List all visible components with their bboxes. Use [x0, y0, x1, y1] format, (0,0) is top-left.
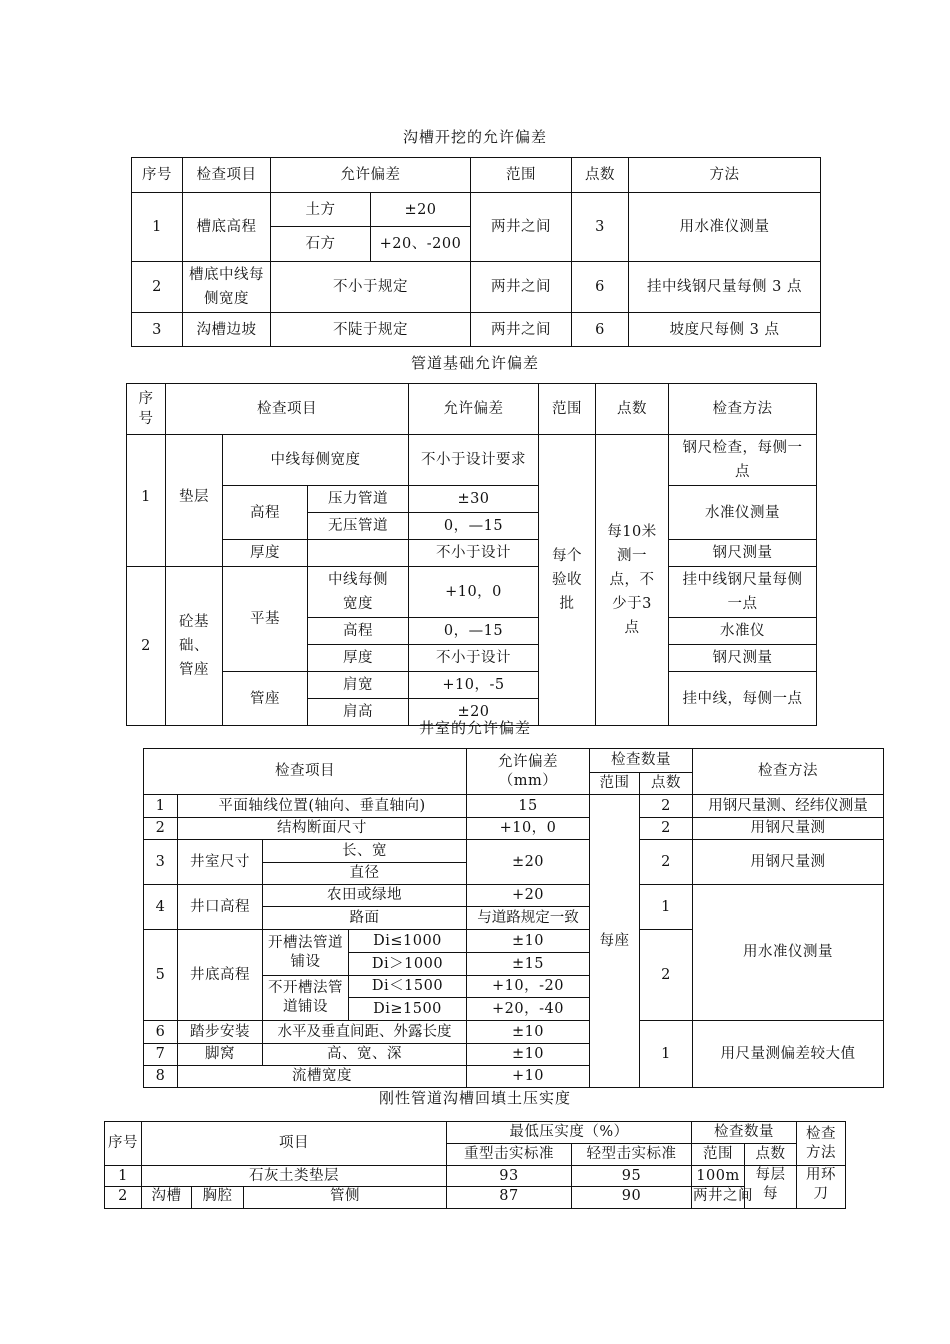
header-cell: 检查项目 [183, 158, 271, 193]
cell: 7 [144, 1044, 178, 1066]
caption-trench-excavation: 沟槽开挖的允许偏差 [402, 128, 547, 146]
cell: 石方 [271, 227, 371, 262]
cell: 6 [572, 262, 629, 313]
cell: 1 [144, 795, 178, 818]
caption-manhole: 井室的允许偏差 [418, 719, 531, 737]
cell: ±10 [467, 930, 590, 953]
cell: 不小于设计要求 [409, 435, 539, 486]
cell: 15 [467, 795, 590, 818]
cell: Di＞1000 [349, 953, 467, 976]
cell: 水准仪测量 [669, 486, 817, 540]
cell: 井底高程 [178, 930, 263, 1021]
cell: 钢尺测量 [669, 645, 817, 672]
cell: 胸腔 [192, 1187, 244, 1209]
header-cell: 轻型击实标准 [572, 1144, 692, 1166]
cell: 无压管道 [308, 513, 409, 540]
cell: 用钢尺量测 [693, 818, 884, 840]
cell: Di＜1500 [349, 976, 467, 998]
cell: 厚度 [223, 540, 308, 567]
cell: 每10米测一点，不少于3点 [596, 435, 669, 726]
cell: 井口高程 [178, 885, 263, 930]
cell: 4 [144, 885, 178, 930]
header-cell: 允许偏差（mm） [467, 749, 590, 795]
header-cell: 检查项目 [144, 749, 467, 795]
cell: 用水准仪测量 [693, 885, 884, 1021]
cell: 不开槽法管道铺设 [263, 976, 349, 1021]
cell: 管座 [223, 672, 308, 726]
cell: 90 [572, 1187, 692, 1209]
cell: 每层每 [745, 1166, 797, 1209]
cell: 3 [144, 840, 178, 885]
header-cell: 序号 [105, 1122, 142, 1166]
header-cell: 范围 [590, 773, 640, 795]
cell: 87 [447, 1187, 572, 1209]
cell: 不小于设计 [409, 645, 539, 672]
cell: 2 [127, 567, 166, 726]
cell: 用水准仪测量 [629, 193, 821, 262]
cell: 6 [572, 313, 629, 347]
cell: 不陡于规定 [271, 313, 471, 347]
cell: 2 [640, 795, 693, 818]
cell: 两井之间 [471, 193, 572, 262]
cell: ±10 [467, 1044, 590, 1066]
cell: 肩高 [308, 699, 409, 726]
cell: 槽底高程 [183, 193, 271, 262]
header-cell: 检查方法 [693, 749, 884, 795]
cell: 钢尺检查，每侧一点 [669, 435, 817, 486]
cell: 95 [572, 1166, 692, 1187]
cell: 2 [640, 840, 693, 885]
cell: 6 [144, 1021, 178, 1044]
caption-backfill-compaction: 刚性管道沟槽回填土压实度 [378, 1089, 571, 1107]
cell: 井室尺寸 [178, 840, 263, 885]
cell: +10，-20 [467, 976, 590, 998]
header-cell: 点数 [572, 158, 629, 193]
cell: 高程 [223, 486, 308, 540]
cell: 肩宽 [308, 672, 409, 699]
cell: 5 [144, 930, 178, 1021]
cell: 1 [105, 1166, 142, 1187]
cell: 1 [127, 435, 166, 567]
cell: 1 [132, 193, 183, 262]
cell: 脚窝 [178, 1044, 263, 1066]
cell: 直径 [263, 863, 467, 885]
cell: 3 [572, 193, 629, 262]
cell: 用钢尺量测 [693, 840, 884, 885]
cell: 挂中线，每侧一点 [669, 672, 817, 726]
cell: 2 [105, 1187, 142, 1209]
cell: 2 [144, 818, 178, 840]
cell: 2 [132, 262, 183, 313]
header-cell: 序号 [127, 384, 166, 435]
cell: +10，0 [467, 818, 590, 840]
cell: 路面 [263, 907, 467, 930]
header-cell: 方法 [629, 158, 821, 193]
cell: 100m [692, 1166, 745, 1187]
cell: 不小于规定 [271, 262, 471, 313]
cell: 水准仪 [669, 618, 817, 645]
cell: +20，-40 [467, 998, 590, 1021]
cell: Di≤1000 [349, 930, 467, 953]
cell: 流槽宽度 [178, 1066, 467, 1088]
cell: 农田或绿地 [263, 885, 467, 907]
cell: 槽底中线每侧宽度 [183, 262, 271, 313]
cell: 石灰土类垫层 [142, 1166, 447, 1187]
cell: 踏步安装 [178, 1021, 263, 1044]
table-trench-excavation [131, 157, 821, 347]
cell: 沟槽边坡 [183, 313, 271, 347]
cell: 管侧 [244, 1187, 447, 1209]
header-cell: 允许偏差 [409, 384, 539, 435]
cell: ±15 [467, 953, 590, 976]
cell: 高、宽、深 [263, 1044, 467, 1066]
cell: 8 [144, 1066, 178, 1088]
cell: 1 [640, 885, 693, 930]
cell: 两井之间 [471, 313, 572, 347]
cell: ±30 [409, 486, 539, 513]
cell: 93 [447, 1166, 572, 1187]
caption-pipe-foundation: 管道基础允许偏差 [410, 354, 539, 372]
cell: 3 [132, 313, 183, 347]
cell: 2 [640, 930, 693, 1021]
cell: 每座 [590, 795, 640, 1088]
header-cell: 点数 [745, 1144, 797, 1166]
header-cell: 最低压实度（%） [447, 1122, 692, 1144]
cell: 不小于设计 [409, 540, 539, 567]
cell: +10，-5 [409, 672, 539, 699]
cell: ±10 [467, 1021, 590, 1044]
cell: 两井之间 [692, 1187, 745, 1209]
header-cell: 点数 [596, 384, 669, 435]
cell: 0，—15 [409, 618, 539, 645]
table-manhole [143, 748, 884, 1088]
cell: 垫层 [166, 435, 223, 567]
cell: +10，0 [409, 567, 539, 618]
cell: 用钢尺量测、经纬仪测量 [693, 795, 884, 818]
cell: Di≥1500 [349, 998, 467, 1021]
header-cell: 检查数量 [692, 1122, 797, 1144]
cell [308, 540, 409, 567]
cell: 1 [640, 1021, 693, 1088]
cell: 挂中线钢尺量每侧一点 [669, 567, 817, 618]
cell: 土方 [271, 193, 371, 227]
cell: 沟槽 [142, 1187, 192, 1209]
header-cell: 检查项目 [166, 384, 409, 435]
header-cell: 项目 [142, 1122, 447, 1166]
cell: ±20 [467, 840, 590, 885]
header-cell: 序号 [132, 158, 183, 193]
cell: +20 [467, 885, 590, 907]
cell: 坡度尺每侧 3 点 [629, 313, 821, 347]
cell: 钢尺测量 [669, 540, 817, 567]
header-cell: 范围 [539, 384, 596, 435]
header-cell: 检查方法 [797, 1122, 846, 1166]
cell: ±20 [371, 193, 471, 227]
table-pipe-foundation [126, 383, 817, 726]
cell: 结构断面尺寸 [178, 818, 467, 840]
cell: 中线每侧宽度 [308, 567, 409, 618]
cell: 0，—15 [409, 513, 539, 540]
cell: 水平及垂直间距、外露长度 [263, 1021, 467, 1044]
cell: 每个验收批 [539, 435, 596, 726]
header-cell: 范围 [471, 158, 572, 193]
header-cell: 范围 [692, 1144, 745, 1166]
table-backfill-compaction [104, 1121, 846, 1209]
cell: 开槽法管道铺设 [263, 930, 349, 976]
header-cell: 检查方法 [669, 384, 817, 435]
cell: +20、-200 [371, 227, 471, 262]
cell: +10 [467, 1066, 590, 1088]
cell: 用环刀 [797, 1166, 846, 1209]
header-cell: 检查数量 [590, 749, 693, 773]
cell: 压力管道 [308, 486, 409, 513]
cell: 2 [640, 818, 693, 840]
header-cell: 重型击实标准 [447, 1144, 572, 1166]
cell: 砼基础、管座 [166, 567, 223, 726]
cell: 厚度 [308, 645, 409, 672]
cell: 挂中线钢尺量每侧 3 点 [629, 262, 821, 313]
cell: 中线每侧宽度 [223, 435, 409, 486]
cell: 平基 [223, 567, 308, 672]
cell: 长、宽 [263, 840, 467, 863]
header-cell: 点数 [640, 773, 693, 795]
header-cell: 允许偏差 [271, 158, 471, 193]
cell: 用尺量测偏差较大值 [693, 1021, 884, 1088]
cell: ±20 [409, 699, 539, 726]
cell: 与道路规定一致 [467, 907, 590, 930]
cell: 高程 [308, 618, 409, 645]
cell: 平面轴线位置(轴向、垂直轴向) [178, 795, 467, 818]
cell: 两井之间 [471, 262, 572, 313]
